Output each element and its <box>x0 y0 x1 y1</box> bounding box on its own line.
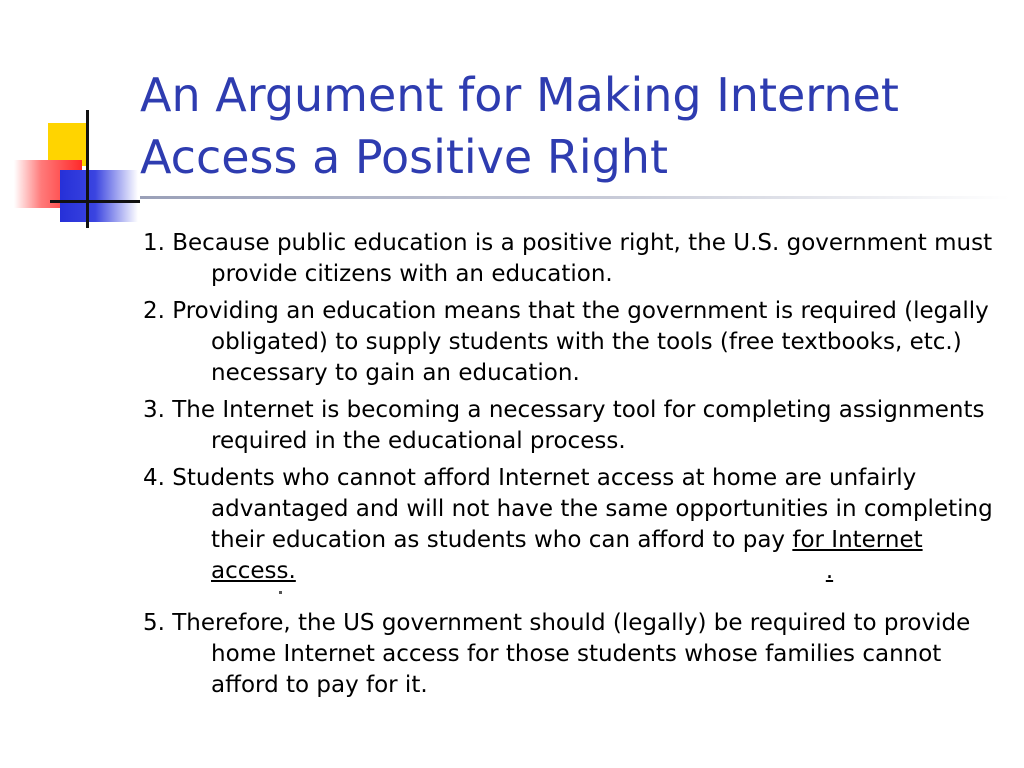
trailing-period: . <box>825 558 834 584</box>
list-item <box>143 463 1003 594</box>
title-divider <box>140 196 1010 199</box>
list-item: 5. Therefore, the US government should (legally) be required to provide home Internet access for those students whose families cannot afford to pay for it. <box>143 610 971 698</box>
slide-title <box>140 64 1000 188</box>
argument-list <box>143 228 1003 707</box>
list-item: 3. The Internet is becoming a necessary tool for completing assignments required in the educational process. <box>143 397 985 454</box>
horizontal-line <box>50 200 140 203</box>
vertical-line <box>86 110 89 228</box>
small-dot-mark <box>279 591 282 594</box>
title-line-2: Access a Positive Right <box>140 130 668 184</box>
blue-gradient-shape <box>60 170 138 222</box>
list-item: 1. Because public education is a positive right, the U.S. government must provide citizens with an education. <box>143 230 993 287</box>
corner-decoration <box>0 100 140 230</box>
underlined-phrase: for Internet access. <box>211 527 923 584</box>
title-line-1: An Argument for Making Internet <box>140 68 899 122</box>
list-item: 2. Providing an education means that the government is required (legally obligated) to supply students with the tools (free textbooks, etc.) necessary to gain an education. <box>143 298 989 386</box>
item-text: 4. Students who cannot afford Internet access at home are unfairly advantaged and will not have the same opportunities in completing their education as students who can afford to pay <box>143 465 993 553</box>
